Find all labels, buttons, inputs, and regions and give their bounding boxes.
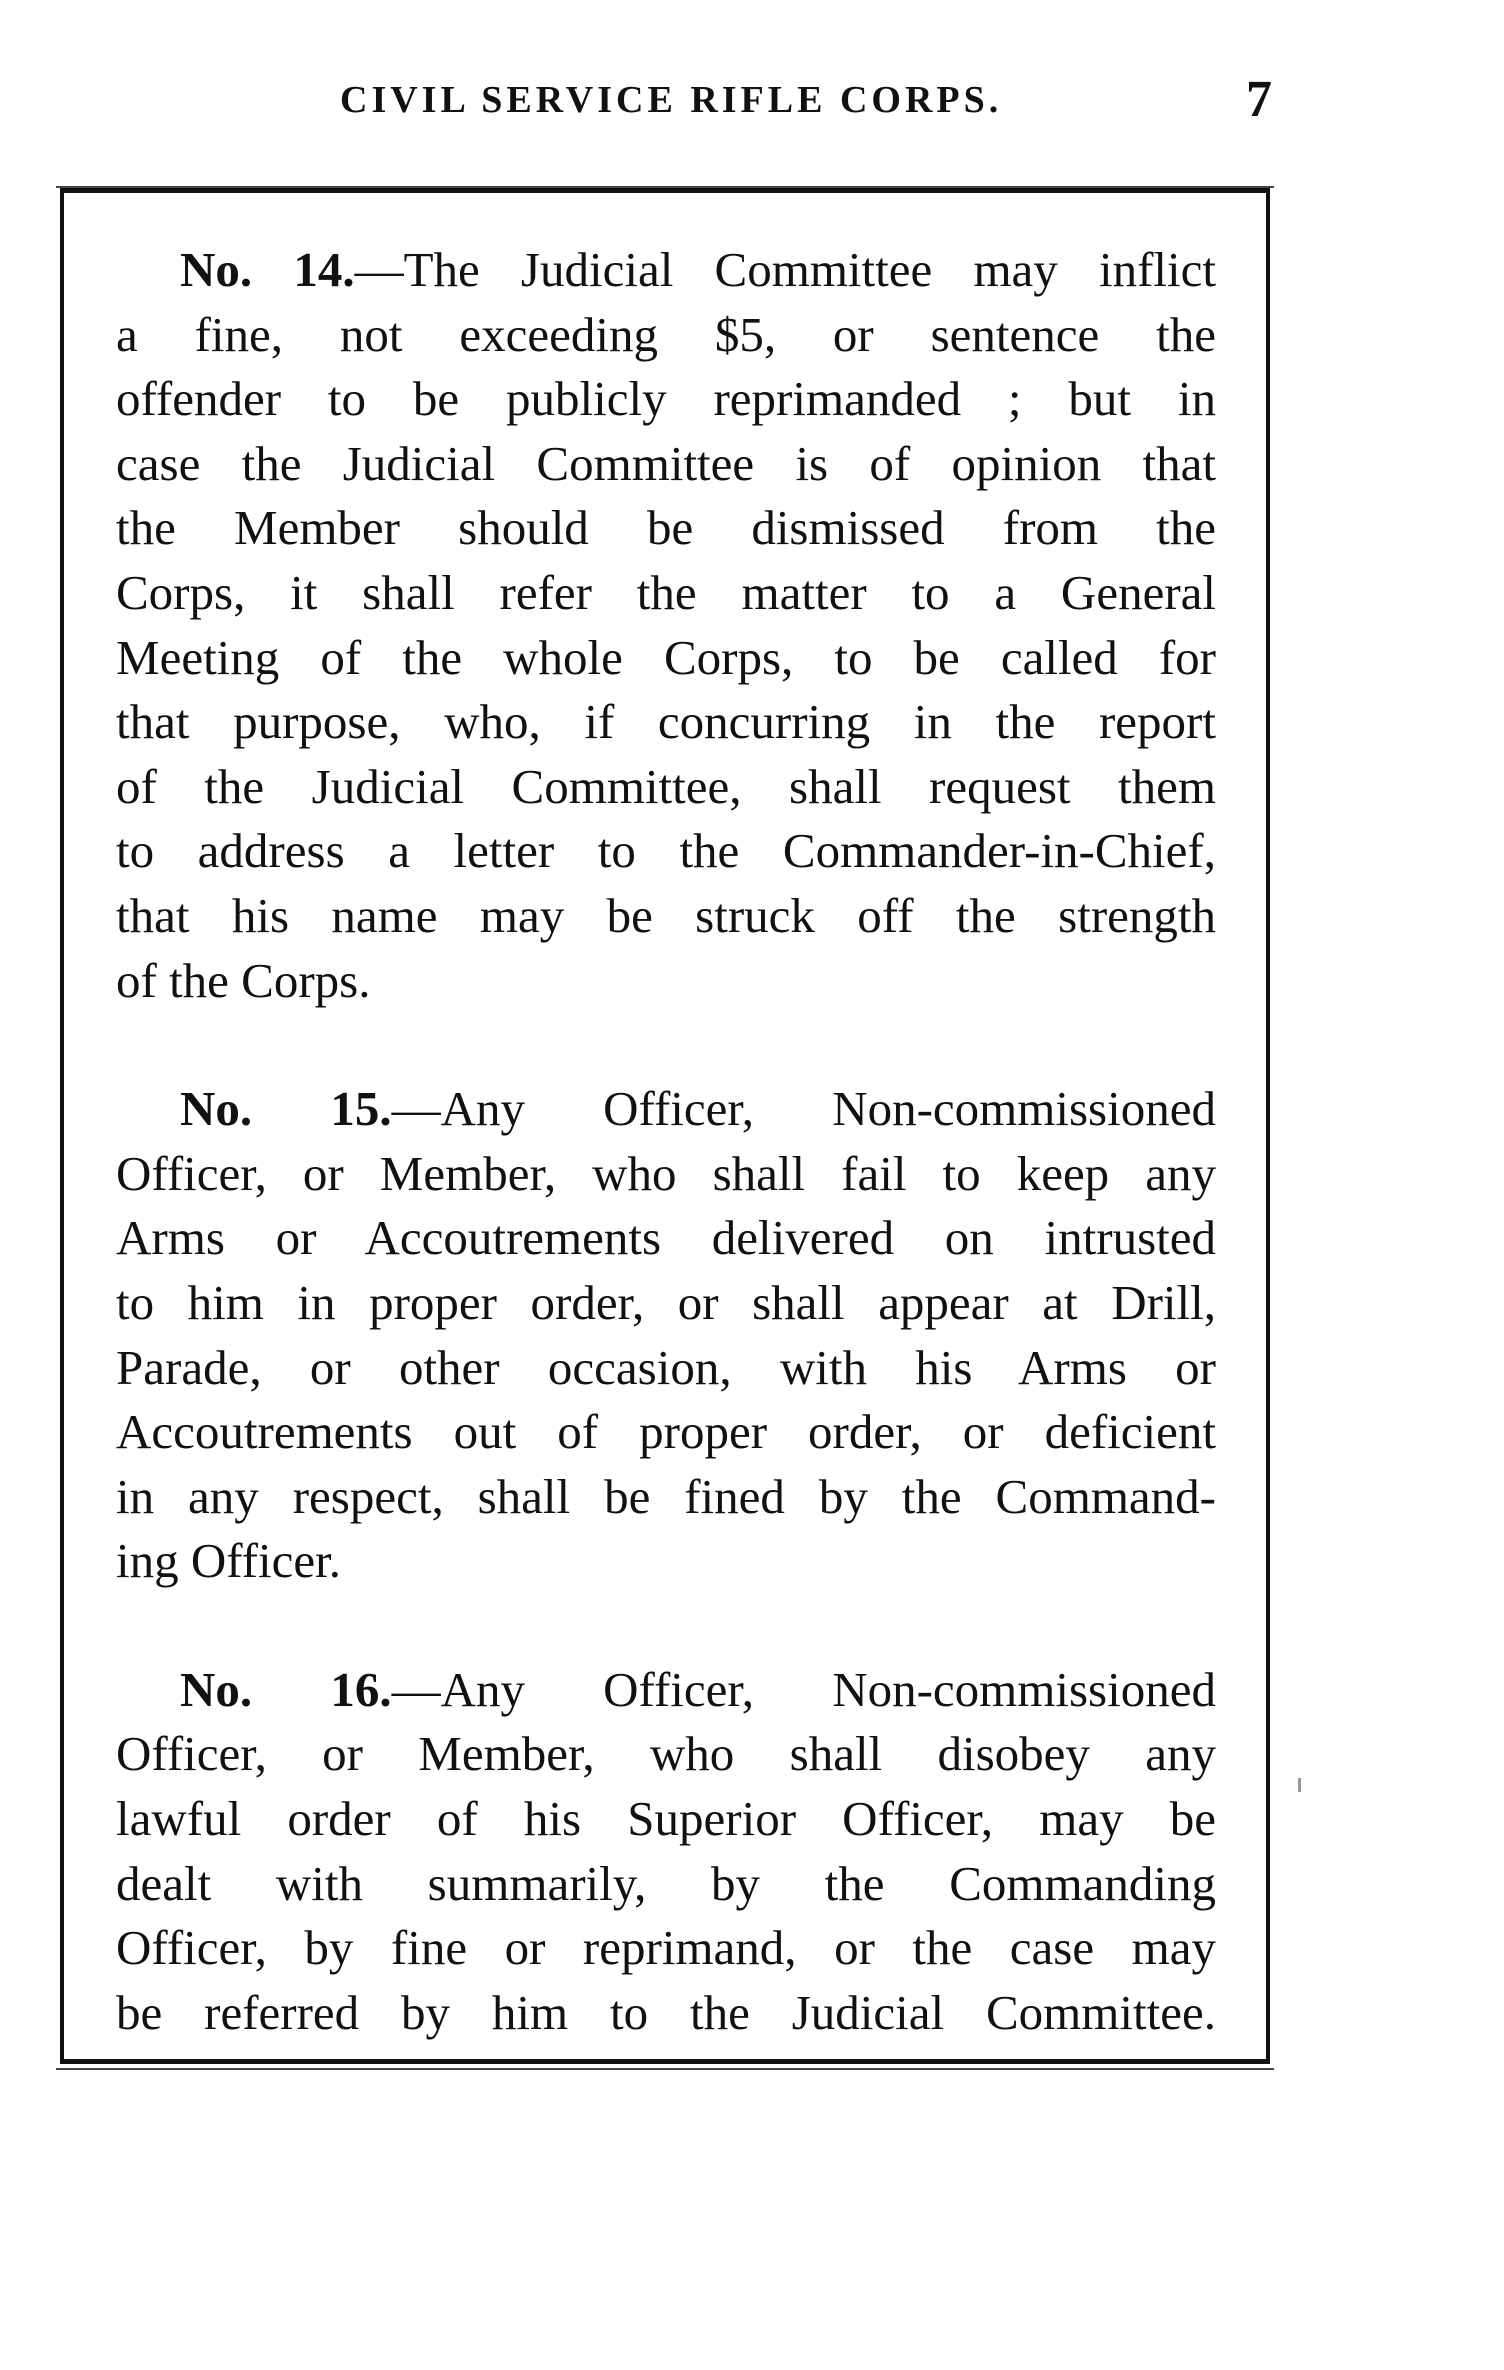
rule-line: No. 14.—The Judicial Committee may inflict xyxy=(180,242,1217,297)
rule-line: the Member should be dismissed from the xyxy=(116,500,1216,556)
rule-16 xyxy=(116,1658,1216,2046)
rule-line: Officer, or Member, who shall fail to keep any xyxy=(116,1145,1216,1201)
rule-line: a fine, not exceeding $5, or sentence the xyxy=(116,306,1216,362)
frame-bottom-rule xyxy=(56,2068,1274,2070)
rule-line: Officer, by fine or reprimand, or the case may xyxy=(116,1920,1216,1976)
running-head: CIVIL SERVICE RIFLE CORPS. xyxy=(340,79,1003,121)
rule-line: to him in proper order, or shall appear at Drill, xyxy=(116,1274,1216,1330)
rule-number: No. 15. xyxy=(180,1081,392,1137)
stray-print-mark xyxy=(1298,1778,1301,1792)
rule-15 xyxy=(116,1077,1216,1594)
rule-line: Corps, it shall refer the matter to a General xyxy=(116,564,1216,620)
rule-line: to address a letter to the Commander-in-Chief, xyxy=(116,823,1216,879)
rule-line: in any respect, shall be fined by the Command- xyxy=(116,1468,1216,1524)
rule-line: of the Corps. xyxy=(116,952,371,1008)
rule-line: that his name may be struck off the strength xyxy=(116,887,1216,943)
rule-line: Meeting of the whole Corps, to be called for xyxy=(116,629,1216,685)
rule-14 xyxy=(116,238,1216,1013)
rule-line: ing Officer. xyxy=(116,1533,341,1589)
rule-line: No. 15.—Any Officer, Non-commissioned xyxy=(180,1081,1216,1137)
rule-line: Arms or Accoutrements delivered on intrusted xyxy=(116,1210,1216,1266)
rule-number: No. 14. xyxy=(180,242,355,297)
rule-line: be referred by him to the Judicial Committee. xyxy=(116,1984,1216,2040)
rules-body xyxy=(116,238,1216,2045)
rule-line: Officer, or Member, who shall disobey any xyxy=(116,1726,1216,1782)
rule-line: No. 16.—Any Officer, Non-commissioned xyxy=(180,1661,1216,1717)
rule-line: Parade, or other occasion, with his Arms or xyxy=(116,1339,1216,1395)
rule-line: that purpose, who, if concurring in the report xyxy=(116,694,1216,750)
rule-number: No. 16. xyxy=(180,1661,392,1717)
rule-line: dealt with summarily, by the Commanding xyxy=(116,1855,1216,1911)
rule-line: of the Judicial Committee, shall request them xyxy=(116,758,1216,814)
rule-line: case the Judicial Committee is of opinion that xyxy=(116,435,1216,491)
rule-line: Accoutrements out of proper order, or deficient xyxy=(116,1404,1216,1460)
page-number: 7 xyxy=(1246,71,1272,128)
rule-line: offender to be publicly reprimanded ; but in xyxy=(116,371,1216,427)
rule-line: lawful order of his Superior Officer, may be xyxy=(116,1791,1216,1847)
